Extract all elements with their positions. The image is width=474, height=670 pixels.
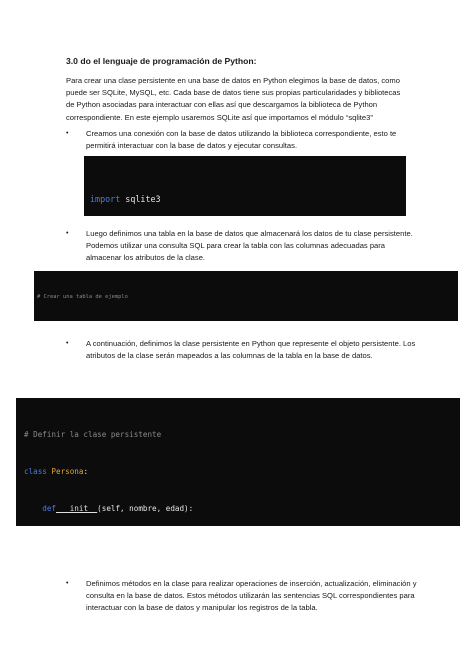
intro-line: puede ser SQLite, MySQL, etc. Cada base de datos tiene sus propias particularidades y bibliotecas xyxy=(66,88,401,98)
bullet-line: Creamos una conexión con la base de datos utilizando la biblioteca correspondiente, esto te xyxy=(86,129,397,138)
bullet-item-connection xyxy=(66,128,418,152)
bullet-icon: • xyxy=(66,340,69,347)
intro-line: correspondiente. En este ejemplo usaremos SQLite así que importamos el módulo “sqlite3” xyxy=(66,112,373,122)
intro-line: Para crear una clase persistente en una base de datos en Python elegimos la base de datos, como xyxy=(66,76,400,85)
code-keyword: import xyxy=(90,194,121,204)
bullet-item-methods xyxy=(66,578,418,615)
code-comment: # Definir la clase persistente xyxy=(24,430,162,440)
bullet-icon: • xyxy=(66,230,69,237)
code-text: (self, nombre, edad): xyxy=(97,503,194,513)
bullet-line: persistente. Podemos utilizar una consulta SQL para crear la tabla con las columnas xyxy=(86,229,413,251)
section-heading: 3.0 do el lenguaje de programación de Python: xyxy=(66,56,257,66)
code-keyword: class xyxy=(24,467,47,477)
intro-paragraph xyxy=(66,75,418,124)
bullet-line: persistente. Los atributos de la clase serán mapeados a las columnas de la tabla en la base de xyxy=(86,339,416,361)
bullet-icon: • xyxy=(66,130,69,137)
code-block-connection xyxy=(84,156,406,216)
bullet-line: datos. xyxy=(351,351,373,361)
bullet-line: correspondientes para interactuar con la base de datos y manipular los registros de la tabla. xyxy=(86,591,415,613)
code-function-name: __init__ xyxy=(56,503,98,513)
code-block-create-table xyxy=(34,271,458,321)
bullet-line: permitirá interactuar con la base de datos y ejecutar consultas. xyxy=(86,141,298,151)
code-text: : xyxy=(83,467,89,477)
intro-line: de Python asociadas para interactuar con ellas así que descargamos la biblioteca de Python xyxy=(66,100,378,110)
code-text: sqlite3 xyxy=(120,194,161,204)
bullet-line: adecuadas para almacenar los atributos de la clase. xyxy=(86,241,386,263)
code-class-name: Persona xyxy=(46,467,84,477)
code-block-class-definition xyxy=(16,398,460,526)
code-keyword: def xyxy=(24,503,57,513)
code-comment: # Crear una tabla de ejemplo xyxy=(37,294,128,300)
bullet-line: Luego definimos una tabla en la base de datos que almacenará los datos de tu clase xyxy=(86,229,372,238)
bullet-item-class xyxy=(66,338,418,362)
bullet-icon: • xyxy=(66,580,69,587)
bullet-line: eliminación y consulta en la base de datos. Estos métodos utilizarán las sentencias SQL xyxy=(86,579,417,601)
bullet-item-table xyxy=(66,228,418,265)
bullet-line: Definimos métodos en la clase para realizar operaciones de inserción, actualización, xyxy=(86,579,371,588)
bullet-line: A continuación, definimos la clase persistente en Python que represente el objeto xyxy=(86,339,360,348)
